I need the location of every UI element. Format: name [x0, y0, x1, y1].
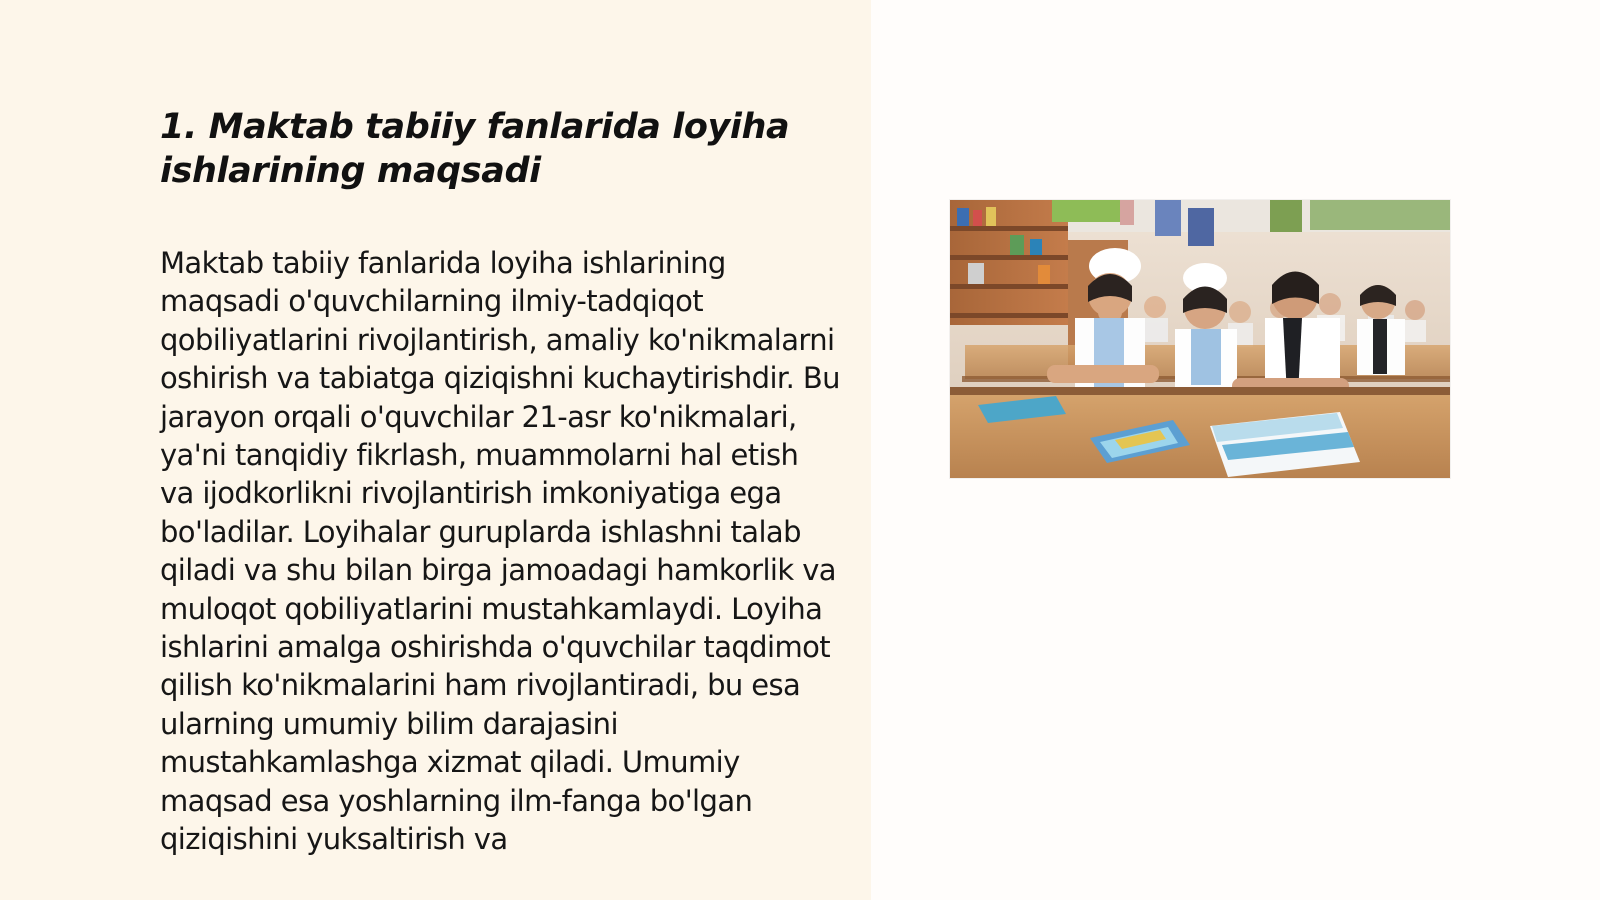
classroom-illustration — [950, 200, 1450, 478]
slide-body-text: Maktab tabiiy fanlarida loyiha ishlarining maqsadi o'quvchilarning ilmiy-tadqiqot qobiliyatlarini rivojlantirish, amaliy ko'nikmalarni oshirish va tabiatga qiziqishni kuchaytirishdir. Bu jarayon orqali o'quvchilar 21-asr ko'nikmalari, ya'ni tanqidiy fikrlash, muammolarni hal etish va ijodkorlikni rivojlantirish imkoniyatiga ega bo'ladilar. Loyihalar guruplarda ishlashni talab qiladi va shu bilan birga jamoadagi hamkorlik va muloqot qobiliyatlarini mustahkamlaydi. Loyiha ishlarini amalga oshirishda o'quvchilar taqdimot qilish ko'nikmalarini ham rivojlantiradi, bu esa ularning umumiy bilim darajasini mustahkamlashga xizmat qiladi. Umumiy maqsad esa yoshlarning ilm-fanga bo'lgan qiziqishini yuksaltirish va — [160, 246, 840, 857]
slide-title: 1. Maktab tabiiy fanlarida loyiha ishlarining maqsadi — [160, 107, 790, 191]
classroom-photo — [950, 200, 1450, 478]
